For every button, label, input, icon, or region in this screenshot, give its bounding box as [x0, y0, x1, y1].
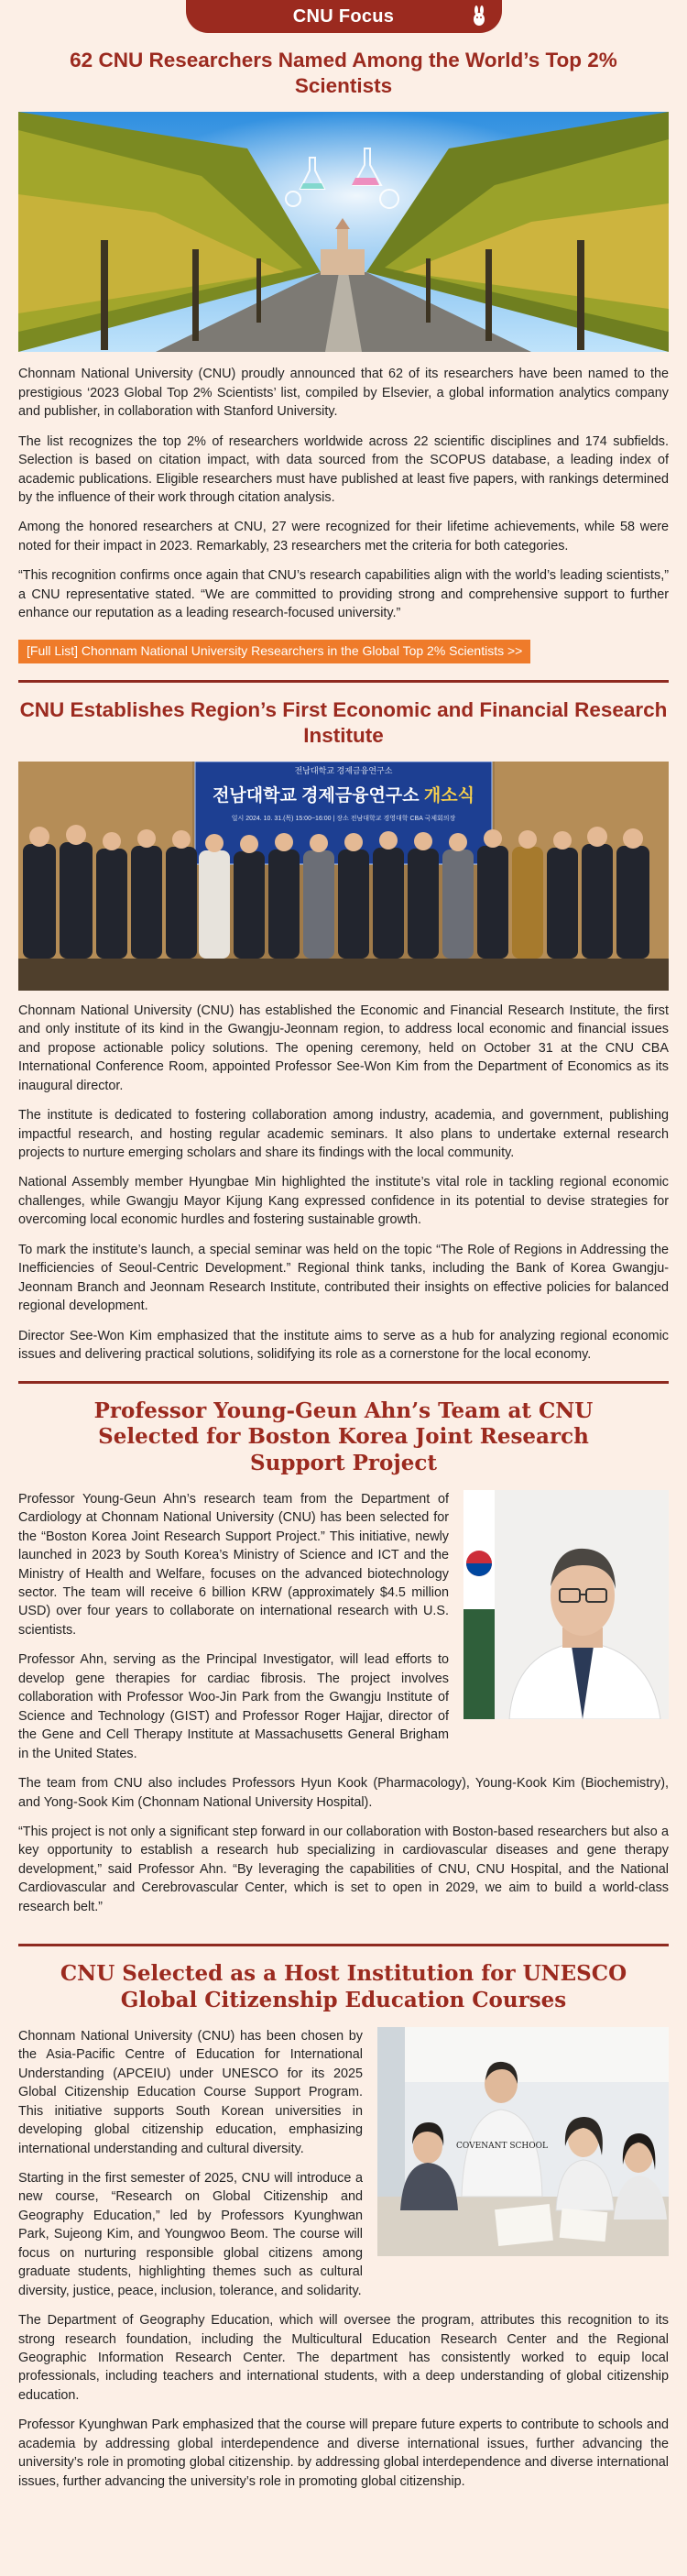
full-list-link[interactable]: [Full List] Chonnam National University Researchers in the Global Top 2% Scientists >> [18, 640, 530, 663]
article-paragraph: National Assembly member Hyungbae Min highlighted the institute’s vital role in tackling regional economic challenges, while Gwangju Mayor Kijung Kang expressed confidence in its potential to devise strategies for overcoming local economic hurdles and fostering sustainable growth. [18, 1175, 669, 1228]
section-divider [18, 1381, 669, 1384]
article-unesco-courses [18, 1961, 669, 2502]
article-paragraph: Professor Kyunghwan Park emphasized that the course will prepare future experts to contribute to schools and academia by addressing global interdependence and diverse international issues, further advancing the university’s role in promoting global citizenship. by addressing global interdependence and diverse international issues, further advancing the university’s role in promoting global citizenship. [18, 2417, 669, 2489]
section-divider [18, 680, 669, 683]
article-paragraph: “This project is not only a significant step forward in our collaboration with Boston-based researchers but also a key opportunity to establish a research hub specializing in cardiovascular diseases and gene therapy development,” said Professor Ahn. “By leveraging the capabilities of CNU, CNU Hospital, and the National Cardiovascular and Cerebrovascular Center, which is set to open in 2029, we aim to build a world-class research belt.” [18, 1825, 669, 1914]
campus-avenue-photo [18, 112, 669, 352]
opening-ceremony-photo [18, 762, 669, 991]
article-research-institute [18, 697, 669, 1384]
article-paragraph: Chonnam National University (CNU) has been chosen by the Asia-Pacific Centre of Education for International Understanding (APCEIU) under UNESCO for its 2025 Global Citizenship Education Course Support Program. This initiative supports South Korean universities in developing global citizenship education, emphasizing international understanding and cultural diversity. [18, 2028, 363, 2156]
article-paragraph: The team from CNU also includes Professors Hyun Kook (Pharmacology), Young-Kook Kim (Biochemistry), and Yong-Sook Kim (Chonnam National University Hospital). [18, 1776, 669, 1810]
professor-portrait-photo [463, 1490, 669, 1719]
students-photo [377, 2027, 669, 2256]
article-paragraph: Starting in the first semester of 2025, CNU will introduce a new course, “Research on Global Citizenship and Geography Education,” led by Professors Kyunghwan Park, Sujeong Kim, and Youngwoo Beom. The course will focus on nurturing responsible global citizens among graduate students, highlighting themes such as cultural diversity, justice, peace, inclusion, tolerance, and solidarity. [18, 2170, 363, 2298]
shirt-text: COVENANT SCHOOL [456, 2141, 548, 2151]
article-paragraph: Professor Young-Geun Ahn’s research team from the Department of Cardiology at Chonnam National University (CNU) has been selected for the “Boston Korea Joint Research Support Project.” This initiative, newly launched in 2023 by South Korea’s Ministry of Science and ICT and the Ministry of Health and Welfare, focuses on the advanced biotechnology sector. The team will receive 6 billion KRW (approximately $4.5 million USD) over four years to collaborate on international research with U.S. scientists. [18, 1491, 449, 1638]
article-paragraph: Professor Ahn, serving as the Principal Investigator, will lead efforts to develop gene therapies for cardiac fibrosis. The project involves collaboration with Professor Woo-Jin Park from the Gwangju Institute of Science and Technology (GIST) and Professor Roger Hajjar, director of the Gene and Cell Therapy Institute at Massachusetts General Brigham in the United States. [18, 1652, 449, 1761]
banner-subtitle: 일시 2024. 10. 31.(목) 15:00~16:00 | 장소 전남대학교 경영대학 CBA 국제회의장 [231, 815, 456, 822]
article-top-scientists [18, 48, 669, 683]
banner-title: 전남대학교 경제금융연구소 [213, 785, 420, 806]
article-headline: Professor Young-Geun Ahn’s Team at CNU Selected for Boston Korea Joint Research Support Project [93, 1398, 594, 1476]
article-paragraph: Chonnam National University (CNU) has established the Economic and Financial Research Institute, the first and only institute of its kind in the Gwangju-Jeonnam region, to address local economic and financial issues and propose actionable policy solutions. The opening ceremony, held on October 31 at the CNU CBA International Conference Room, appointed Professor See-Won Kim from the Department of Economics as its inaugural director. [18, 1003, 669, 1093]
article-paragraph: To mark the institute’s launch, a special seminar was held on the topic “The Role of Regions in Addressing the Inefficiencies of Seoul-Centric Development.” Regional think tanks, including the Bank of Korea Gwangju-Jeonnam Branch and Jeonnam Research Institute, contributed their insights on effective policies for balanced regional development. [18, 1242, 669, 1314]
section-divider [18, 1944, 669, 1946]
article-paragraph: Chonnam National University (CNU) proudly announced that 62 of its researchers have been named to the prestigious ‘2023 Global Top 2% Scientists’ list, compiled by Elsevier, a global information analytics company and publisher, in collaboration with Stanford University. [18, 367, 669, 420]
article-boston-project [18, 1398, 669, 1947]
section-title: CNU Focus [292, 5, 395, 27]
article-paragraph: The Department of Geography Education, which will oversee the program, attributes this recognition to its strong research foundation, including the Multicultural Education Research Center and the Regional Geographic Information Research Center. The department has consistently worked to equip local professionals, including teachers and international students, with a deep understanding of global citizenship education. [18, 2313, 669, 2403]
article-headline: CNU Selected as a Host Institution for UNESCO Global Citizenship Education Courses [60, 1961, 627, 2013]
article-paragraph: The institute is dedicated to fostering collaboration among industry, academia, and government, publishing impactful research, and hosting regular academic seminars. It also plans to undertake external research projects to nurture emerging scholars and share its findings with the local community. [18, 1108, 669, 1160]
mascot-icon [469, 5, 489, 27]
article-headline: 62 CNU Researchers Named Among the World’s Top 2% Scientists [70, 49, 617, 98]
article-headline: CNU Establishes Region’s First Economic and Financial Research Institute [19, 697, 668, 747]
article-paragraph: “This recognition confirms once again that CNU’s research capabilities align with the world’s leading scientists,” a CNU representative stated. “We are committed to providing strong and comprehensive support to further enhance our reputation as a leading research-focused university.” [18, 568, 669, 621]
article-paragraph: Director See-Won Kim emphasized that the institute aims to serve as a hub for analyzing regional economic issues and delivering practical solutions, solidifying its role as a cornerstone for the local economy. [18, 1328, 669, 1363]
article-paragraph: Among the honored researchers at CNU, 27 were recognized for their lifetime achievements, while 58 were noted for their impact in 2023. Remarkably, 23 researchers met the criteria for both categories. [18, 520, 669, 554]
section-header-tab [186, 0, 502, 33]
banner-event: 개소식 [423, 785, 474, 806]
article-paragraph: The list recognizes the top 2% of researchers worldwide across 22 scientific disciplines and 174 subfields. Selection is based on citation impact, with data sourced from the SCOPUS database, a leading index of academic publications. Eligible researchers must have published at least five papers, with rankings determined by the influence of their work through citation analysis. [18, 433, 669, 505]
banner-small-title: 전남대학교 경제금융연구소 [294, 765, 393, 775]
